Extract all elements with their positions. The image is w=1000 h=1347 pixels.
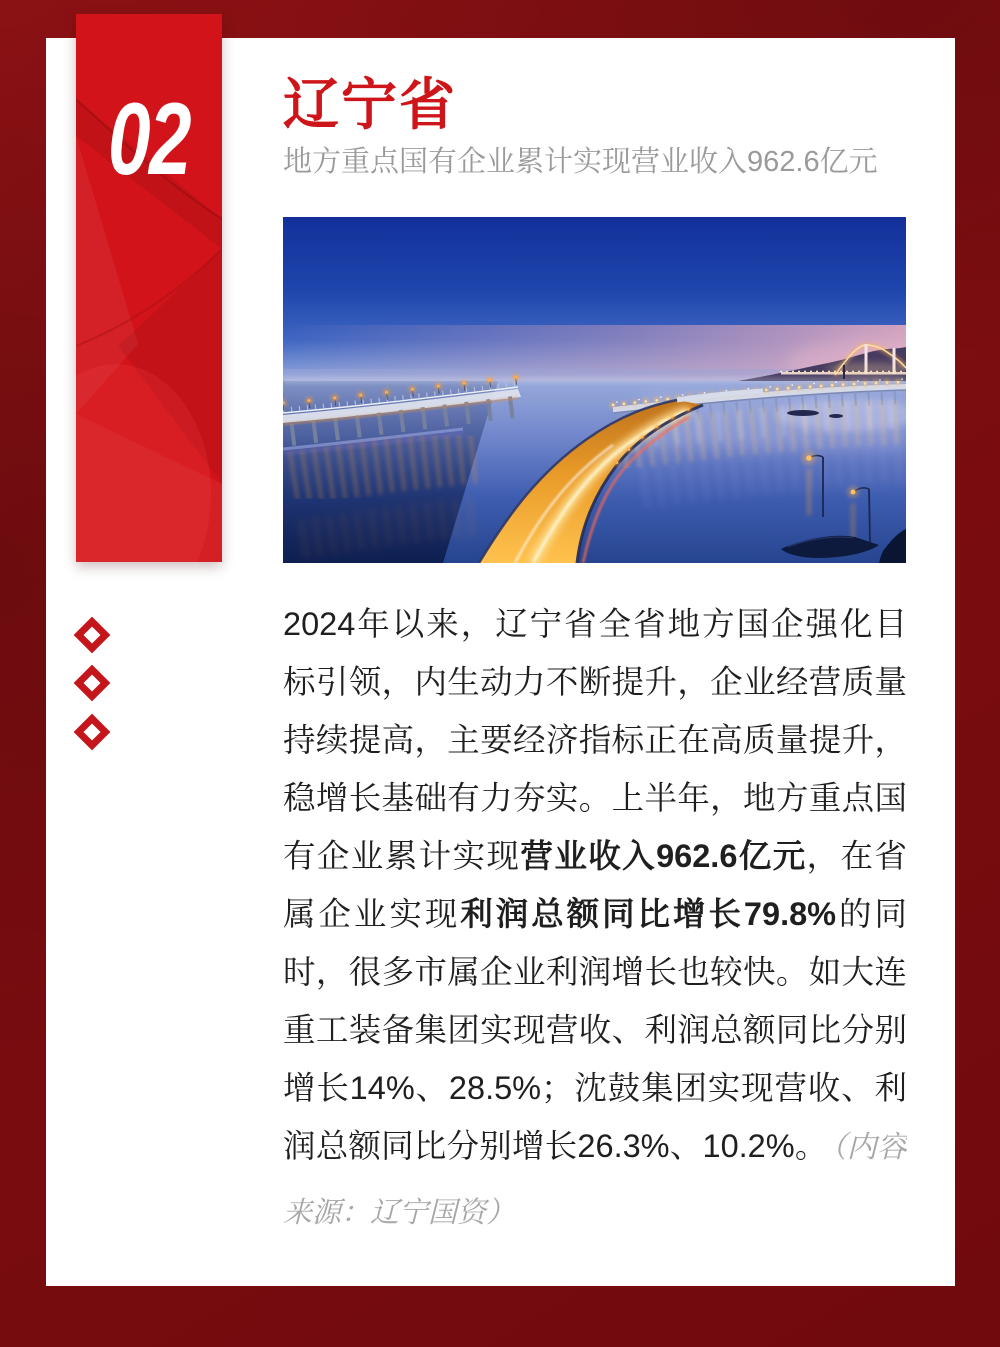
body-line: 有企业累计实现营业收入962.6亿元，在省 [283, 838, 907, 874]
source-note: 来源：辽宁国资） [283, 1197, 516, 1229]
body-line: 稳增长基础有力夯实。上半年，地方重点国 [283, 780, 907, 816]
body-line: 标引领，内生动力不断提升，企业经营质量 [283, 664, 907, 700]
page-subtitle: 地方重点国有企业累计实现营业收入962.6亿元 [283, 146, 878, 178]
bridge-night-photo [283, 217, 906, 563]
page-title: 辽宁省 [283, 73, 457, 136]
body-line: 重工装备集团实现营收、利润总额同比分别 [283, 1012, 907, 1048]
body-line: 时，很多市属企业利润增长也较快。如大连 [283, 954, 907, 990]
section-number: 02 [107, 82, 191, 196]
body-line: 润总额同比分别增长26.3%、10.2%。 （内容 [283, 1128, 907, 1164]
section-banner [76, 14, 222, 562]
body-line: 持续提高，主要经济指标正在高质量提升， [283, 722, 907, 758]
article-header [283, 74, 907, 180]
body-line: 增长14%、28.5%；沈鼓集团实现营收、利 [283, 1070, 907, 1106]
body-line: 属企业实现利润总额同比增长79.8%的同 [283, 896, 907, 932]
body-paragraph [283, 595, 907, 1175]
body-line: 2024年以来，辽宁省全省地方国企强化目 [283, 606, 907, 642]
article-body [283, 595, 907, 1233]
